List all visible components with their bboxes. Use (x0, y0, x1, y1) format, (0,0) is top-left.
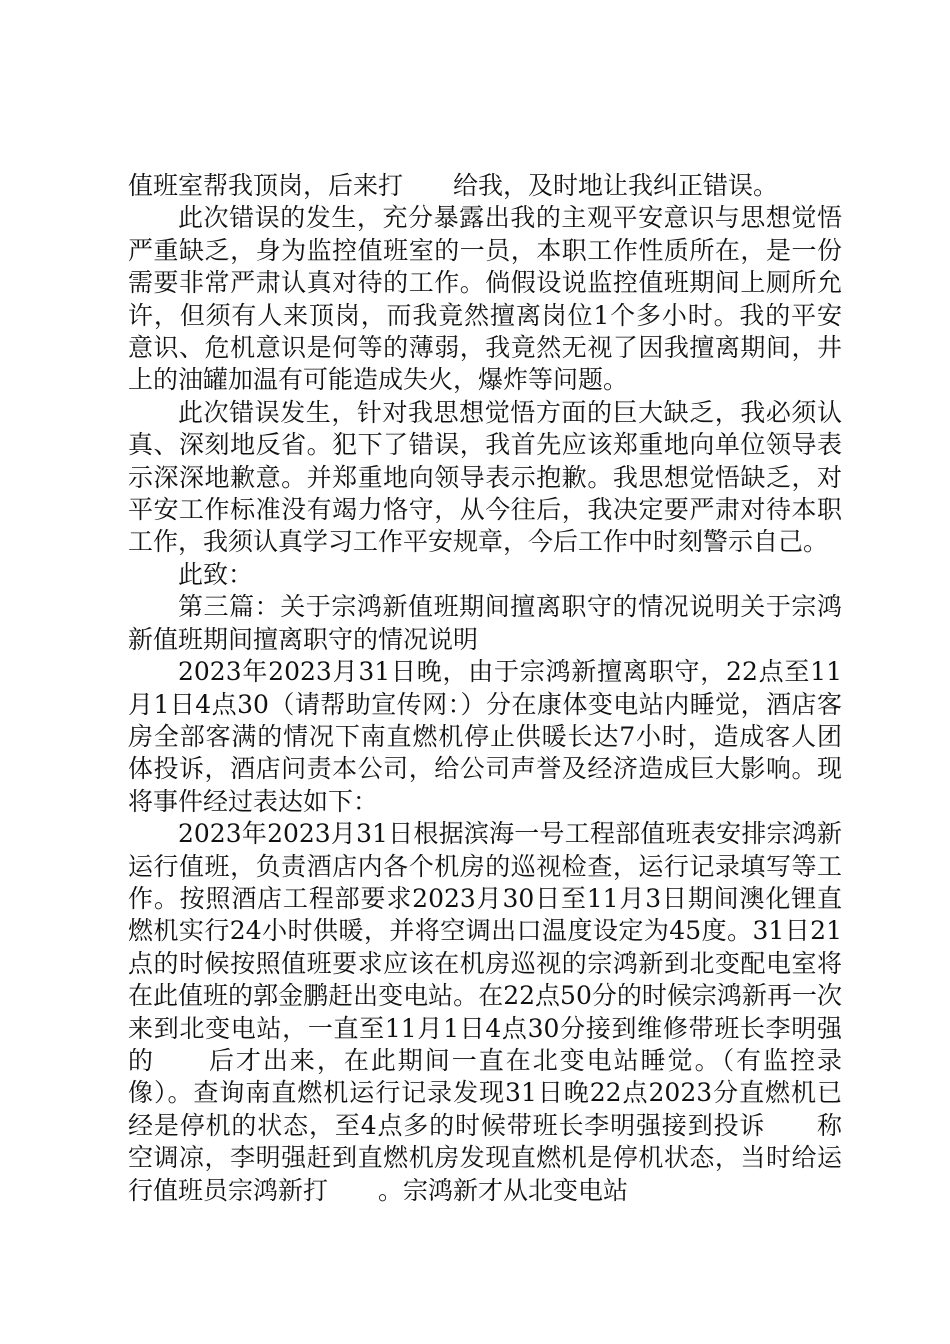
paragraph-salutation: 此致： (178, 559, 254, 589)
paragraph-reflection: 此次错误的发生，充分暴露出我的主观平安意识与思想觉悟严重缺乏，身为监控值班室的一员，本职工作性质所在，是一份需要非常严肃认真对待的工作。倘假设说监控值班期间上厕所允许，但须有人来顶岗，而我竟然擅离岗位1个多小时。我的平安意识、危机意识是何等的薄弱，我竟然无视了因我擅离期间，井上的油罐加温有可能造成失火，爆炸等问题。 (128, 203, 842, 395)
paragraph-apology: 此次错误发生，针对我思想觉悟方面的巨大缺乏，我必须认真、深刻地反省。犯下了错误，我首先应该郑重地向单位领导表示深深地歉意。并郑重地向领导表示抱歉。我思想觉悟缺乏，对平安工作标准没有竭力恪守，从今往后，我决定要严肃对待本职工作，我须认真学习工作平安规章，今后工作中时刻警示自己。 (128, 397, 842, 557)
paragraph-incident-details: 2023年2023月31日根据滨海一号工程部值班表安排宗鸿新运行值班，负责酒店内各个机房的巡视检查，运行记录填写等工作。按照酒店工程部要求2023月30日至11月3日期间澳化锂直燃机实行24小时供暖，并将空调出口温度设定为45度。31日21点的时候按照值班要求应该在机房巡视的宗鸿新到北变配电室将在此值班的郭金鹏赶出变电站。在22点50分的时候宗鸿新再一次来到北变电站，一直至11月1日4点30分接到维修带班长李明强的 后才出来，在此期间一直在北变电站睡觉。（有监控录像）。查询南直燃机运行记录发现31日晚22点2023分直燃机已经是停机的状态，至4点多的时候带班长李明强接到投诉 称空调凉，李明强赶到直燃机房发现直燃机是停机状态，当时给运行值班员宗鸿新打 。宗鸿新才从北变电站 (128, 819, 842, 1205)
section-heading: 第三篇：关于宗鸿新值班期间擅离职守的情况说明关于宗鸿新值班期间擅离职守的情况说明 (128, 592, 842, 654)
document-body (128, 170, 842, 1207)
paragraph-continuation: 值班室帮我顶岗，后来打 给我，及时地让我纠正错误。 (128, 171, 779, 200)
paragraph-incident-summary: 2023年2023月31日晚，由于宗鸿新擅离职守，22点至11月1日4点30（请帮助宣传网：）分在康体变电站内睡觉，酒店客房全部客满的情况下南直燃机停止供暖长达7小时，造成客人团体投诉，酒店问责本公司，给公司声誉及经济造成巨大影响。现将事件经过表达如下： (128, 657, 842, 816)
